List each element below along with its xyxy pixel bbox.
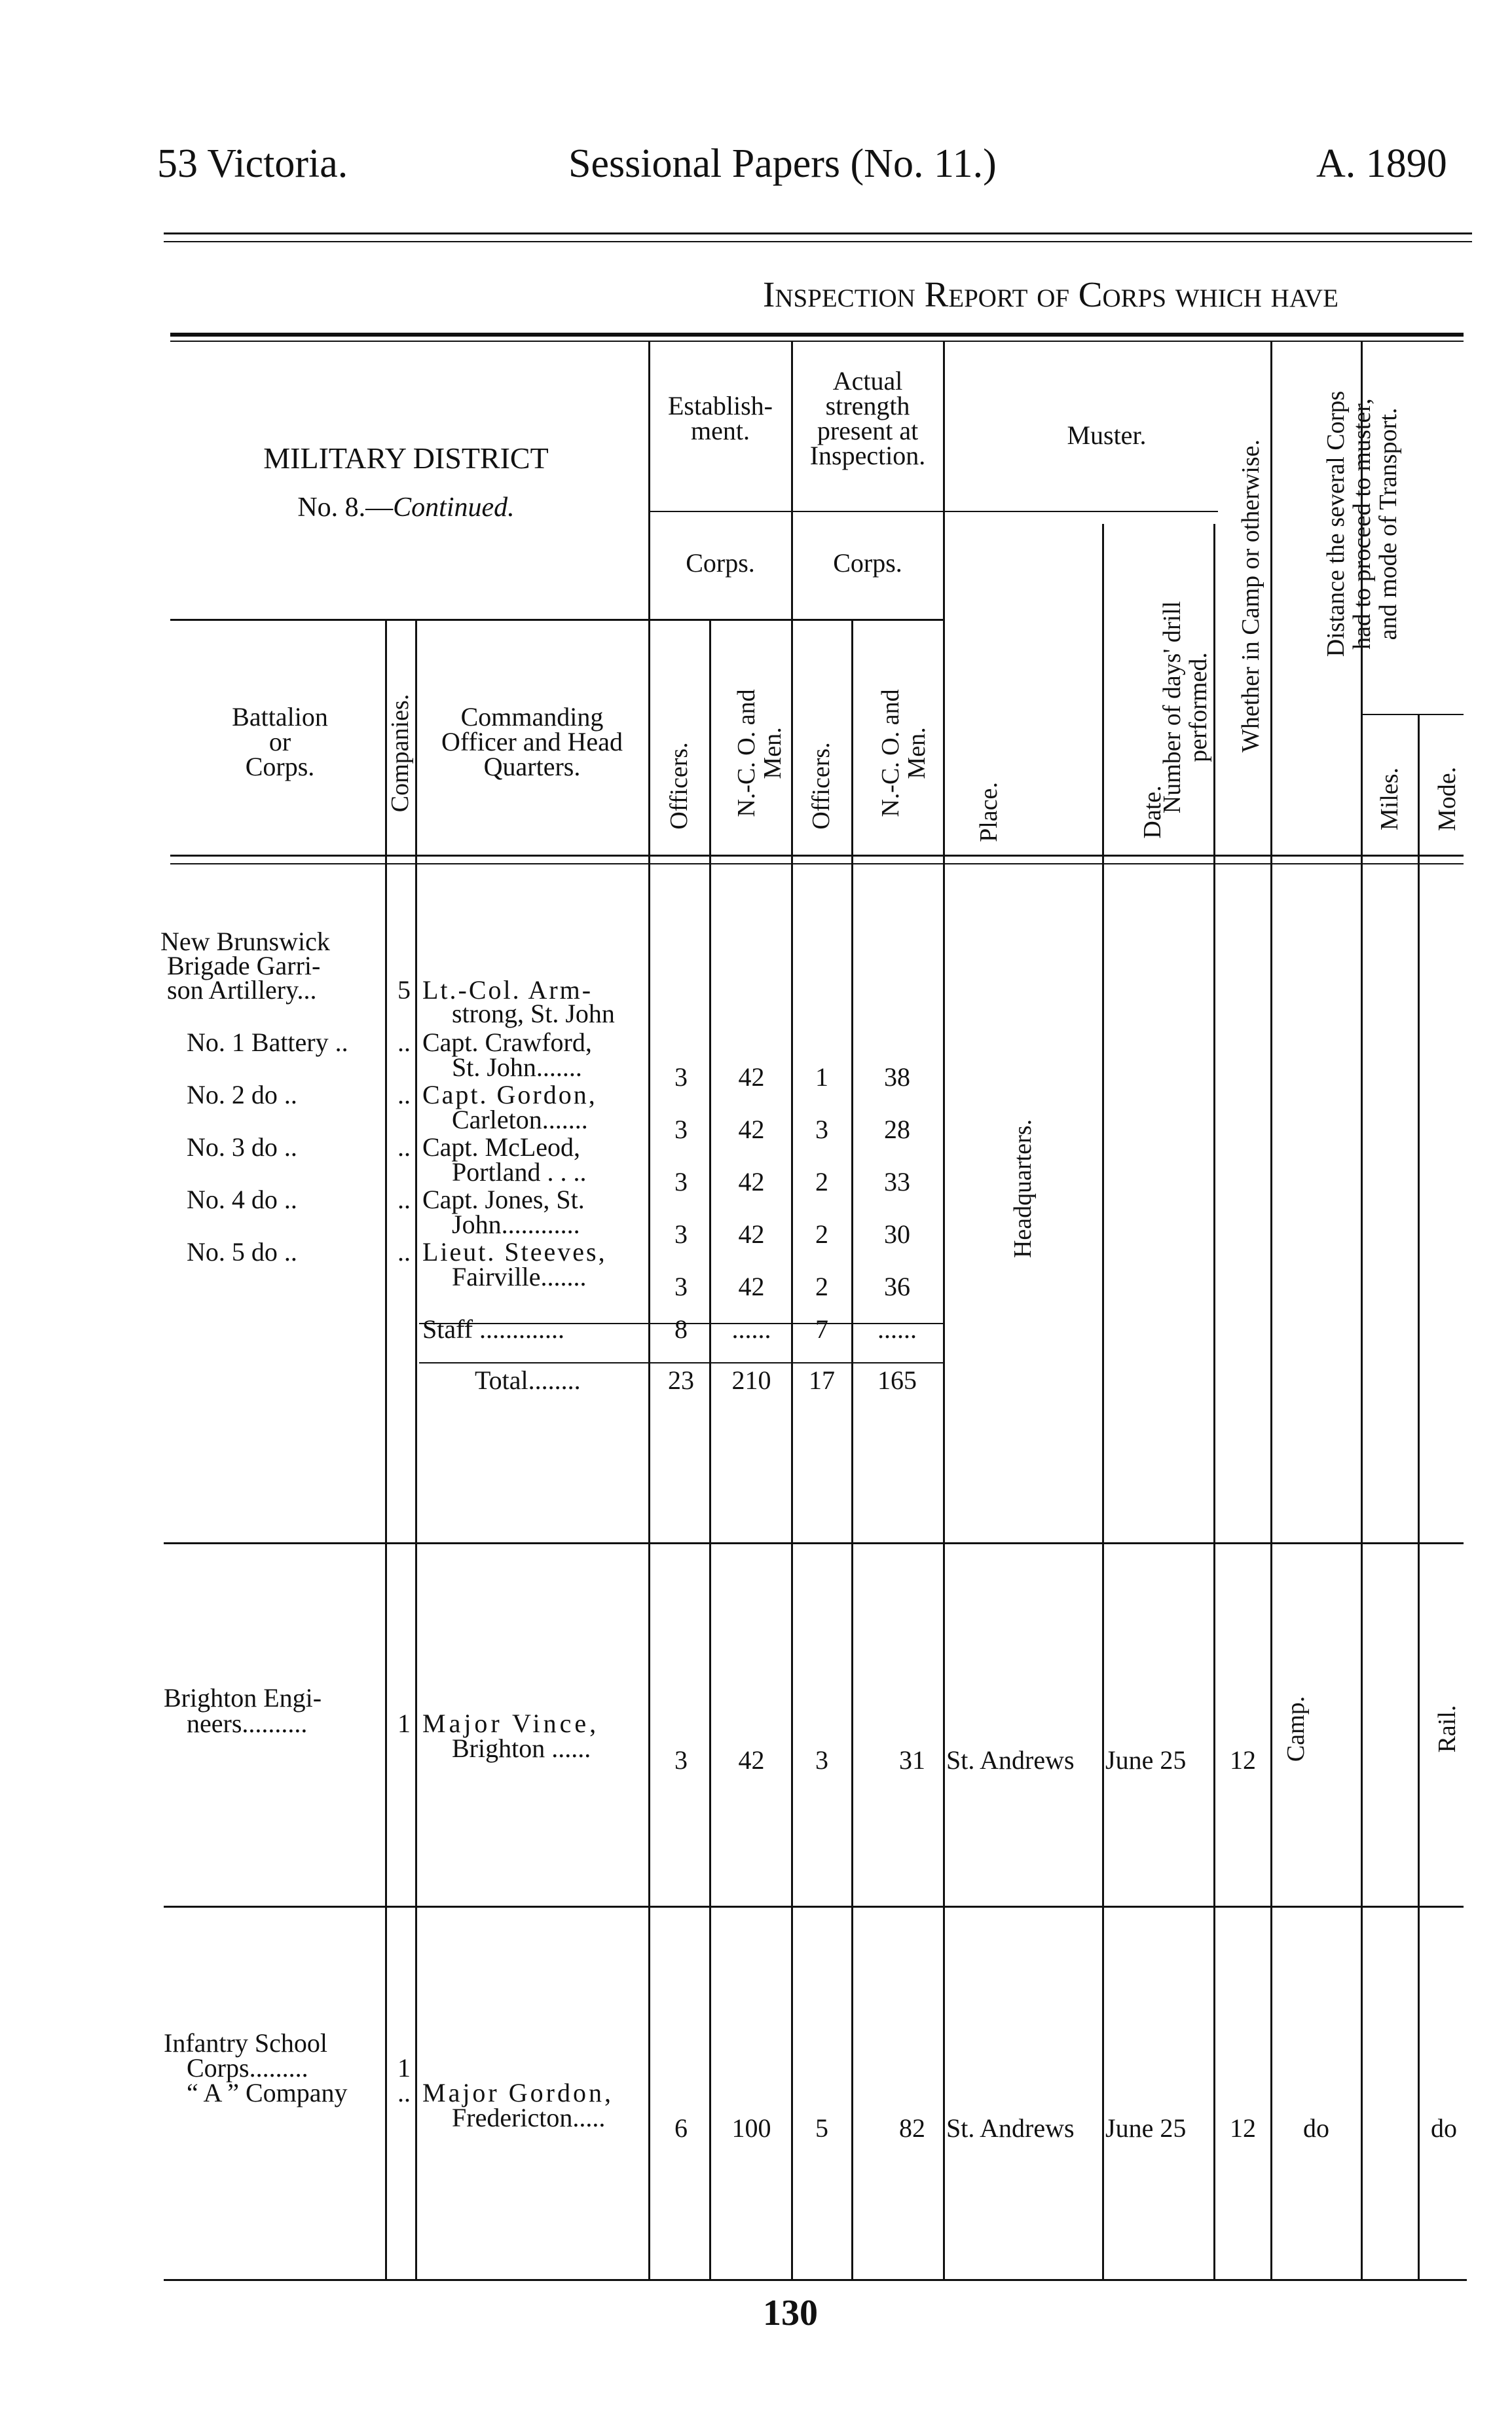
infantry-name-2: Corps......... [187,2053,308,2083]
battery-3-dots: .. [397,1132,411,1162]
muster-label: Muster. [1067,420,1147,450]
infantry-dots: .. [397,2078,411,2107]
corps-label-est: Corps. [686,548,755,578]
header-mid-rule [170,619,943,621]
infantry-name-1: Infantry School [164,2028,327,2058]
infantry-name-3: “ A ” Company [187,2078,348,2107]
col-rule [1270,342,1272,2279]
header-right: A. 1890 [1316,141,1447,186]
col-rule [1102,524,1104,2279]
battery-5-co-2: Fairville....... [452,1262,587,1291]
battery-4: No. 4 do .. [187,1185,297,1214]
establishment-line-2: ment. [691,416,750,445]
battery-2-dots: .. [397,1080,411,1109]
place-header: Place. [975,782,1003,842]
infantry-est-men: 100 [731,2113,771,2143]
total-act-off: 17 [809,1365,835,1395]
total-est-men: 210 [731,1365,771,1395]
brighton-co-1: Major Vince, [422,1709,600,1738]
battery-5-est-men: 42 [738,1272,765,1301]
actual-line-1: Actual [832,366,903,396]
battery-2-co-1: Capt. Gordon, [422,1080,597,1109]
battery-5: No. 5 do .. [187,1237,297,1267]
infantry-est-off: 6 [674,2113,688,2143]
brighton-place: St. Andrews [946,1745,1075,1775]
col-rule [791,342,793,2279]
page-number: 130 [763,2293,818,2333]
brighton-est-off: 3 [674,1745,688,1775]
battery-1: No. 1 Battery .. [187,1028,348,1057]
brighton-act-off: 3 [815,1745,828,1775]
actual-line-3: present at [817,416,919,445]
battery-4-act-off: 2 [815,1219,828,1249]
col-rule [385,619,387,2279]
brighton-name-1: Brighton Engi- [164,1683,322,1713]
infantry-co-2: Fredericton..... [452,2103,606,2132]
col-rule [709,619,711,2279]
battery-4-est-men: 42 [738,1219,765,1249]
battery-1-co-2: St. John....... [452,1052,582,1082]
battery-1-act-off: 1 [815,1062,828,1092]
distance-header: Distance the several Corps had to proceed to muster, and mode of Transport. [1322,390,1402,658]
infantry-drill: 12 [1230,2113,1256,2143]
battery-2-est-off: 3 [674,1115,688,1144]
camp-header: Whether in Camp or otherwise. [1237,439,1264,753]
report-title: Inspection Report of Corps which have [763,274,1338,314]
battery-4-act-men: 30 [884,1219,910,1249]
col-rule [851,619,853,2279]
total-est-off: 23 [668,1365,694,1395]
drill-header: Number of days' drill performed. [1158,601,1212,814]
infantry-place: St. Andrews [946,2113,1075,2143]
battery-2-act-men: 28 [884,1115,910,1144]
mode-header: Mode. [1433,766,1461,832]
header-left: 53 Victoria. [157,141,348,186]
battery-5-est-off: 3 [674,1272,688,1301]
battery-5-act-men: 36 [884,1272,910,1301]
actual-line-2: strength [825,391,910,420]
total-rule [419,1362,943,1363]
table-bottom-rule [164,2279,1467,2281]
staff-act-off: 7 [815,1314,828,1344]
battery-1-est-men: 42 [738,1062,765,1092]
commanding-line-2: Officer and Head [441,727,623,756]
col-rule [648,342,650,2279]
nb-name-1: New Brunswick [160,927,330,956]
battery-3-co-1: Capt. McLeod, [422,1132,581,1162]
infantry-date: June 25 [1105,2113,1187,2143]
battery-3-act-off: 2 [815,1167,828,1196]
nb-name-3: son Artillery... [167,975,317,1005]
battery-1-act-men: 38 [884,1062,910,1092]
nb-co-2: strong, St. John [452,999,615,1028]
battery-3-co-2: Portland . . .. [452,1157,587,1187]
battery-4-dots: .. [397,1185,411,1214]
table-top-rule [170,333,1464,337]
header-center: Sessional Papers (No. 11.) [568,141,997,186]
companies-header: Companies. [386,694,414,813]
date-header: Date. [1139,785,1166,839]
infantry-camp: do [1303,2113,1329,2143]
brighton-name-2: neers.......... [187,1709,308,1738]
staff-est-off: 8 [674,1314,688,1344]
district-subtitle: No. 8.—Continued. [297,492,515,523]
battery-5-act-off: 2 [815,1272,828,1301]
battery-3-est-off: 3 [674,1167,688,1196]
distance-rule [1361,714,1464,715]
district-title: MILITARY DISTRICT [263,441,549,475]
battery-1-co-1: Capt. Crawford, [422,1028,592,1057]
infantry-mode: do [1431,2113,1457,2143]
battery-3: No. 3 do .. [187,1132,297,1162]
battery-1-dots: .. [397,1028,411,1057]
brighton-date: June 25 [1105,1745,1187,1775]
staff-est-men: ...... [731,1314,771,1344]
corps-rule [648,511,943,512]
battery-2-est-men: 42 [738,1115,765,1144]
commanding-line-1: Commanding [460,702,604,732]
muster-rule [943,511,1218,512]
infantry-companies: 1 [397,2053,411,2083]
col-rule [1418,714,1420,2279]
est-nco-header: N.-C. O. and Men. [733,689,786,817]
brighton-act-men: 31 [899,1745,925,1775]
battery-4-co-2: John............ [452,1210,580,1239]
battalion-line-3: Corps. [245,752,315,781]
nb-headquarters: Headquarters. [1009,1119,1037,1259]
brighton-drill: 12 [1230,1745,1256,1775]
header-rule [164,232,1472,234]
brighton-camp: Camp. [1282,1696,1310,1762]
est-officers-header: Officers. [665,742,693,830]
actual-line-4: Inspection. [809,441,926,470]
battery-3-act-men: 33 [884,1167,910,1196]
nb-co-1: Lt.-Col. Arm- [422,975,593,1005]
battery-4-co-1: Capt. Jones, St. [422,1185,585,1214]
infantry-act-off: 5 [815,2113,828,2143]
staff-act-men: ...... [877,1314,917,1344]
battery-4-est-off: 3 [674,1219,688,1249]
nb-name-2: Brigade Garri- [167,951,321,980]
staff-label: Staff ............. [422,1314,565,1344]
infantry-co-1: Major Gordon, [422,2078,614,2107]
battery-1-est-off: 3 [674,1062,688,1092]
commanding-line-3: Quarters. [483,752,581,781]
act-nco-header: N.-C. O. and Men. [877,689,931,817]
battery-2-co-2: Carleton....... [452,1105,588,1134]
total-label: Total........ [475,1365,581,1395]
brighton-companies: 1 [397,1709,411,1738]
col-rule [943,342,945,2279]
section-rule-2 [164,1906,1464,1908]
brighton-mode: Rail. [1433,1705,1461,1753]
brighton-co-2: Brighton ...... [452,1734,591,1763]
battery-5-dots: .. [397,1237,411,1267]
battery-2: No. 2 do .. [187,1080,297,1109]
corps-label-act: Corps. [833,548,902,578]
header-rule-2 [164,241,1472,242]
battalion-line-2: or [268,727,291,756]
total-act-men: 165 [877,1365,917,1395]
section-rule-1 [164,1542,1464,1544]
battery-2-act-off: 3 [815,1115,828,1144]
nb-companies: 5 [397,975,411,1005]
col-rule [415,619,417,2279]
act-officers-header: Officers. [807,742,835,830]
brighton-est-men: 42 [738,1745,765,1775]
infantry-act-men: 82 [899,2113,925,2143]
battery-3-est-men: 42 [738,1167,765,1196]
battalion-line-1: Battalion [232,702,328,732]
establishment-line-1: Establish- [668,391,773,420]
col-rule [1213,524,1215,2279]
miles-header: Miles. [1376,767,1403,831]
table-top-rule-2 [170,341,1464,342]
battery-5-co-1: Lieut. Steeves, [422,1237,607,1267]
